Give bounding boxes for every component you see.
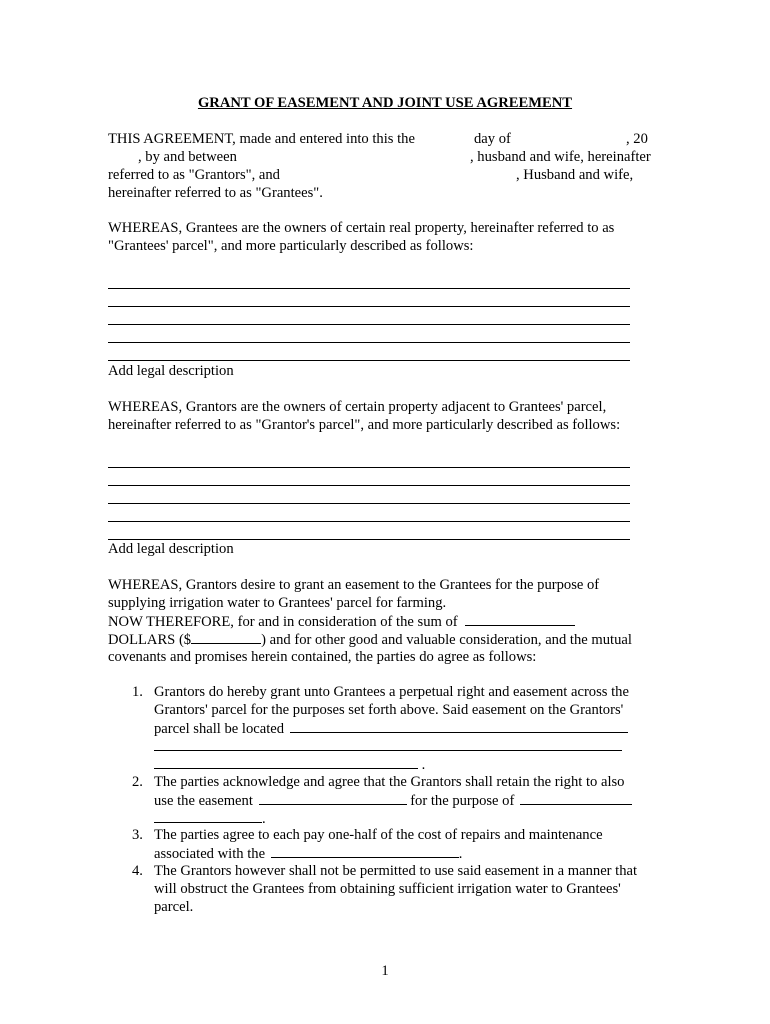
item-2-use-text: use the easement xyxy=(154,793,253,809)
item-1-period: . xyxy=(421,757,426,773)
whereas-2-line-1: WHEREAS, Grantors are the owners of certain property adjacent to Grantees' parcel, xyxy=(108,399,607,415)
location-blank-2[interactable] xyxy=(154,750,622,751)
intro-year: , 20 xyxy=(626,131,648,147)
easement-use-blank[interactable] xyxy=(259,791,407,805)
item-2-line-1: The parties acknowledge and agree that the Grantors shall retain the right to also xyxy=(154,774,625,790)
sum-words-blank[interactable] xyxy=(465,612,575,626)
intro-line-4: hereinafter referred to as "Grantees". xyxy=(108,185,323,201)
legal-description-line[interactable] xyxy=(108,324,630,325)
location-blank-3[interactable] xyxy=(154,755,418,769)
intro-line-3b: , Husband and wife, xyxy=(516,167,634,183)
legal-description-line[interactable] xyxy=(108,360,630,361)
dollars-line-rest: ) and for other good and valuable consideration, and the mutual xyxy=(261,632,632,648)
dollars-label: DOLLARS ($ xyxy=(108,632,192,648)
dollar-amount-blank[interactable] xyxy=(191,630,261,644)
whereas-2-line-2: hereinafter referred to as "Grantor's parcel", and more particularly described as follows: xyxy=(108,417,621,433)
whereas-1-line-2: "Grantees' parcel", and more particularly described as follows: xyxy=(108,238,474,254)
dollars-line xyxy=(108,630,632,649)
item-number-3: 3. xyxy=(132,827,143,843)
item-4-line-2: will obstruct the Grantees from obtaining sufficient irrigation water to Grantees' xyxy=(154,881,621,897)
associated-with-blank[interactable] xyxy=(271,844,459,858)
page-number: 1 xyxy=(381,963,389,979)
legal-description-line[interactable] xyxy=(108,503,630,504)
item-4-line-3: parcel. xyxy=(154,899,194,915)
item-1-line-1: Grantors do hereby grant unto Grantees a perpetual right and easement across the xyxy=(154,684,629,700)
item-number-4: 4. xyxy=(132,863,143,879)
legal-description-line[interactable] xyxy=(108,467,630,468)
legal-description-line[interactable] xyxy=(108,521,630,522)
whereas-3-line-2: supplying irrigation water to Grantees' parcel for farming. xyxy=(108,595,447,611)
intro-line-1a: THIS AGREEMENT, made and entered into this the xyxy=(108,131,415,147)
item-number-2: 2. xyxy=(132,774,143,790)
whereas-1-line-1: WHEREAS, Grantees are the owners of certain real property, hereinafter referred to as xyxy=(108,220,615,236)
item-4-line-1: The Grantors however shall not be permitted to use said easement in a manner that xyxy=(154,863,638,879)
item-2-line-2 xyxy=(154,791,632,810)
intro-line-2a: , by and between xyxy=(138,149,237,165)
whereas-3-line-1: WHEREAS, Grantors desire to grant an easement to the Grantees for the purpose of xyxy=(108,577,600,593)
document-title: GRANT OF EASEMENT AND JOINT USE AGREEMENT xyxy=(197,95,573,111)
legal-description-line[interactable] xyxy=(108,342,630,343)
legal-description-line[interactable] xyxy=(108,306,630,307)
legal-description-line[interactable] xyxy=(108,288,630,289)
item-3-period: . xyxy=(458,846,463,862)
location-blank-1[interactable] xyxy=(290,719,628,733)
item-2-period: . xyxy=(262,811,266,827)
intro-line-2b: , husband and wife, hereinafter xyxy=(470,149,651,165)
item-3-line-2 xyxy=(154,844,462,863)
now-therefore-line xyxy=(108,612,575,631)
purpose-blank-2[interactable] xyxy=(154,809,262,823)
legal-description-line[interactable] xyxy=(108,485,630,486)
intro-day-of: day of xyxy=(474,131,511,147)
add-legal-description-2: Add legal description xyxy=(108,541,234,557)
item-1-line-5 xyxy=(154,755,425,774)
covenants-line: covenants and promises herein contained, the parties do agree as follows: xyxy=(108,649,537,665)
item-number-1: 1. xyxy=(132,684,143,700)
now-therefore-text: NOW THEREFORE, for and in consideration of the sum of xyxy=(108,614,458,630)
item-1-line-3 xyxy=(154,719,628,738)
item-1-located-text: parcel shall be located xyxy=(154,721,285,737)
item-2-purpose-text: for the purpose of xyxy=(410,793,515,809)
purpose-blank[interactable] xyxy=(520,791,632,805)
add-legal-description-1: Add legal description xyxy=(108,363,234,379)
item-3-line-1: The parties agree to each pay one-half of the cost of repairs and maintenance xyxy=(154,827,603,843)
intro-line-3a: referred to as "Grantors", and xyxy=(108,167,280,183)
item-3-associated-text: associated with the xyxy=(154,846,266,862)
item-1-line-2: Grantors' parcel for the purposes set forth above. Said easement on the Grantors' xyxy=(154,702,624,718)
